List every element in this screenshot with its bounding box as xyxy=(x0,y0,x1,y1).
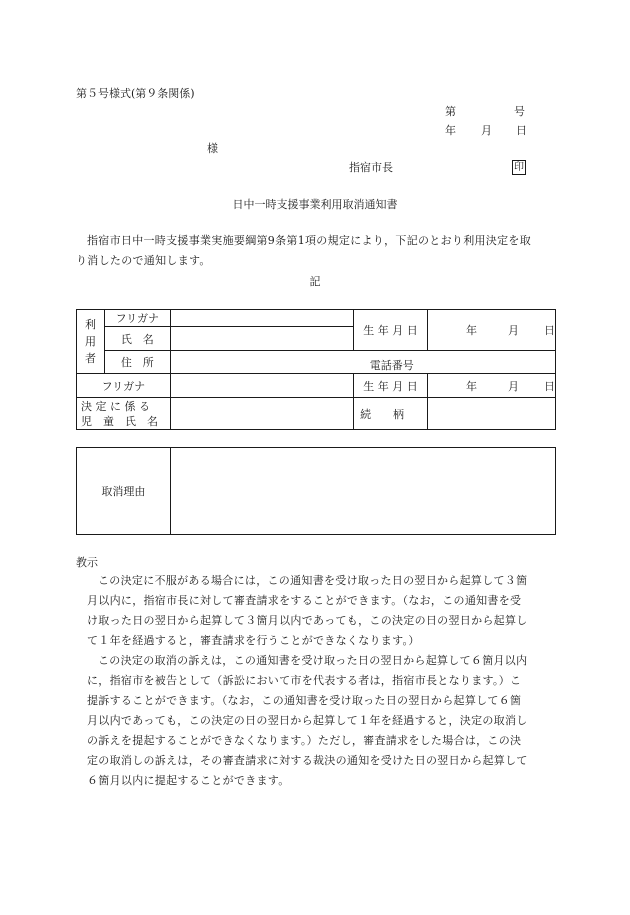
user-furigana-label: フリガナ xyxy=(104,310,170,327)
body-line-1: 指宿市日中一時支援事業実施要綱第9条第1項の規定により，下記のとおり利用決定を取 xyxy=(87,234,531,247)
user-label-char-3: 者 xyxy=(84,352,96,365)
relation-label: 続 柄 xyxy=(354,398,428,430)
date-day: 日 xyxy=(516,124,527,137)
doc-number-prefix: 第 xyxy=(445,105,456,118)
instruction-heading: 教示 xyxy=(76,556,98,569)
child-birth-year: 年 xyxy=(465,379,477,393)
doc-number-suffix: 号 xyxy=(514,105,525,118)
instruction-line-5: この決定の取消の訴えは，この通知書を受け取った日の翌日から起算して６箇月以内 xyxy=(98,654,528,667)
instruction-line-6: に，指宿市を被告として（訴訟において市を代表する者は，指宿市長となります。）こ xyxy=(87,674,522,687)
instruction-line-10: 定の取消しの訴えは，その審査請求に対する裁決の通知を受けた日の翌日から起算して xyxy=(87,754,528,767)
instruction-line-2: 月以内に，指宿市長に対して審査請求をすることができます。（なお，この通知書を受 xyxy=(87,594,522,607)
user-name-label: 氏 名 xyxy=(104,327,170,351)
phone-number-label: 電話番号 xyxy=(369,359,414,372)
instruction-line-8: 月以内であっても，この決定の日の翌日から起算して１年を経過すると，決定の取消し xyxy=(87,714,528,727)
reason-field[interactable] xyxy=(170,448,555,535)
form-number: 第５号様式(第９条関係) xyxy=(76,87,195,100)
body-paragraph xyxy=(76,231,556,271)
user-label-char-1: 利 xyxy=(84,318,96,331)
instruction-block xyxy=(76,571,556,791)
user-birth-label: 生 年 月 日 xyxy=(354,310,428,351)
instruction-line-7: 提訴することができます。（なお，この通知書を受け取った日の翌日から起算して６箇 xyxy=(87,694,522,707)
user-birth-field[interactable] xyxy=(427,310,555,351)
relation-field[interactable] xyxy=(427,398,555,430)
user-label-char-2: 用 xyxy=(84,335,96,348)
user-birth-day: 日 xyxy=(543,324,555,337)
document-title: 日中一時支援事業利用取消通知書 xyxy=(232,198,398,211)
user-info-table xyxy=(76,309,556,430)
instruction-line-1: この決定に不服がある場合には，この通知書を受け取った日の翌日から起算して３箇 xyxy=(98,574,528,587)
ki-label: 記 xyxy=(309,275,321,288)
child-label-line-1: 決 定 に 係 る xyxy=(81,399,150,413)
child-furigana-field[interactable] xyxy=(170,374,353,398)
instruction-line-3: け取った日の翌日から起算して３箇月以内であっても，この決定の日の翌日から起算し xyxy=(87,614,528,627)
user-address-label: 住 所 xyxy=(104,351,170,374)
reason-table xyxy=(76,447,556,535)
child-name-label xyxy=(77,398,171,430)
body-line-2: り消したので通知します。 xyxy=(76,254,211,267)
user-name-field[interactable] xyxy=(170,327,353,351)
user-group-label xyxy=(77,310,105,374)
child-birth-month: 月 xyxy=(507,379,519,393)
child-label-line-2: 児 童 氏 名 xyxy=(81,414,158,428)
child-furigana-label: フリガナ xyxy=(77,374,171,398)
issuer-name: 指宿市長 xyxy=(349,161,393,174)
user-furigana-field[interactable] xyxy=(170,310,353,327)
seal-icon: 印 xyxy=(514,162,524,173)
user-birth-month: 月 xyxy=(507,324,519,337)
user-address-field[interactable] xyxy=(170,351,555,374)
seal-mark xyxy=(512,160,526,175)
instruction-line-4: て１年を経過すると，審査請求を行うことができなくなります。） xyxy=(87,634,420,647)
date-month: 月 xyxy=(481,124,492,137)
child-name-field[interactable] xyxy=(170,398,353,430)
user-birth-year: 年 xyxy=(465,324,477,337)
instruction-line-11: ６箇月以内に提起することができます。 xyxy=(87,774,290,787)
instruction-line-9: の訴えを提起することができなくなります。）ただし，審査請求をした場合は，この決 xyxy=(87,734,522,747)
child-birth-label: 生 年 月 日 xyxy=(354,374,428,398)
child-birth-day: 日 xyxy=(543,379,555,393)
reason-label: 取消理由 xyxy=(77,448,171,535)
addressee-suffix: 様 xyxy=(207,142,218,155)
child-birth-field[interactable] xyxy=(427,374,555,398)
date-year: 年 xyxy=(445,124,456,137)
